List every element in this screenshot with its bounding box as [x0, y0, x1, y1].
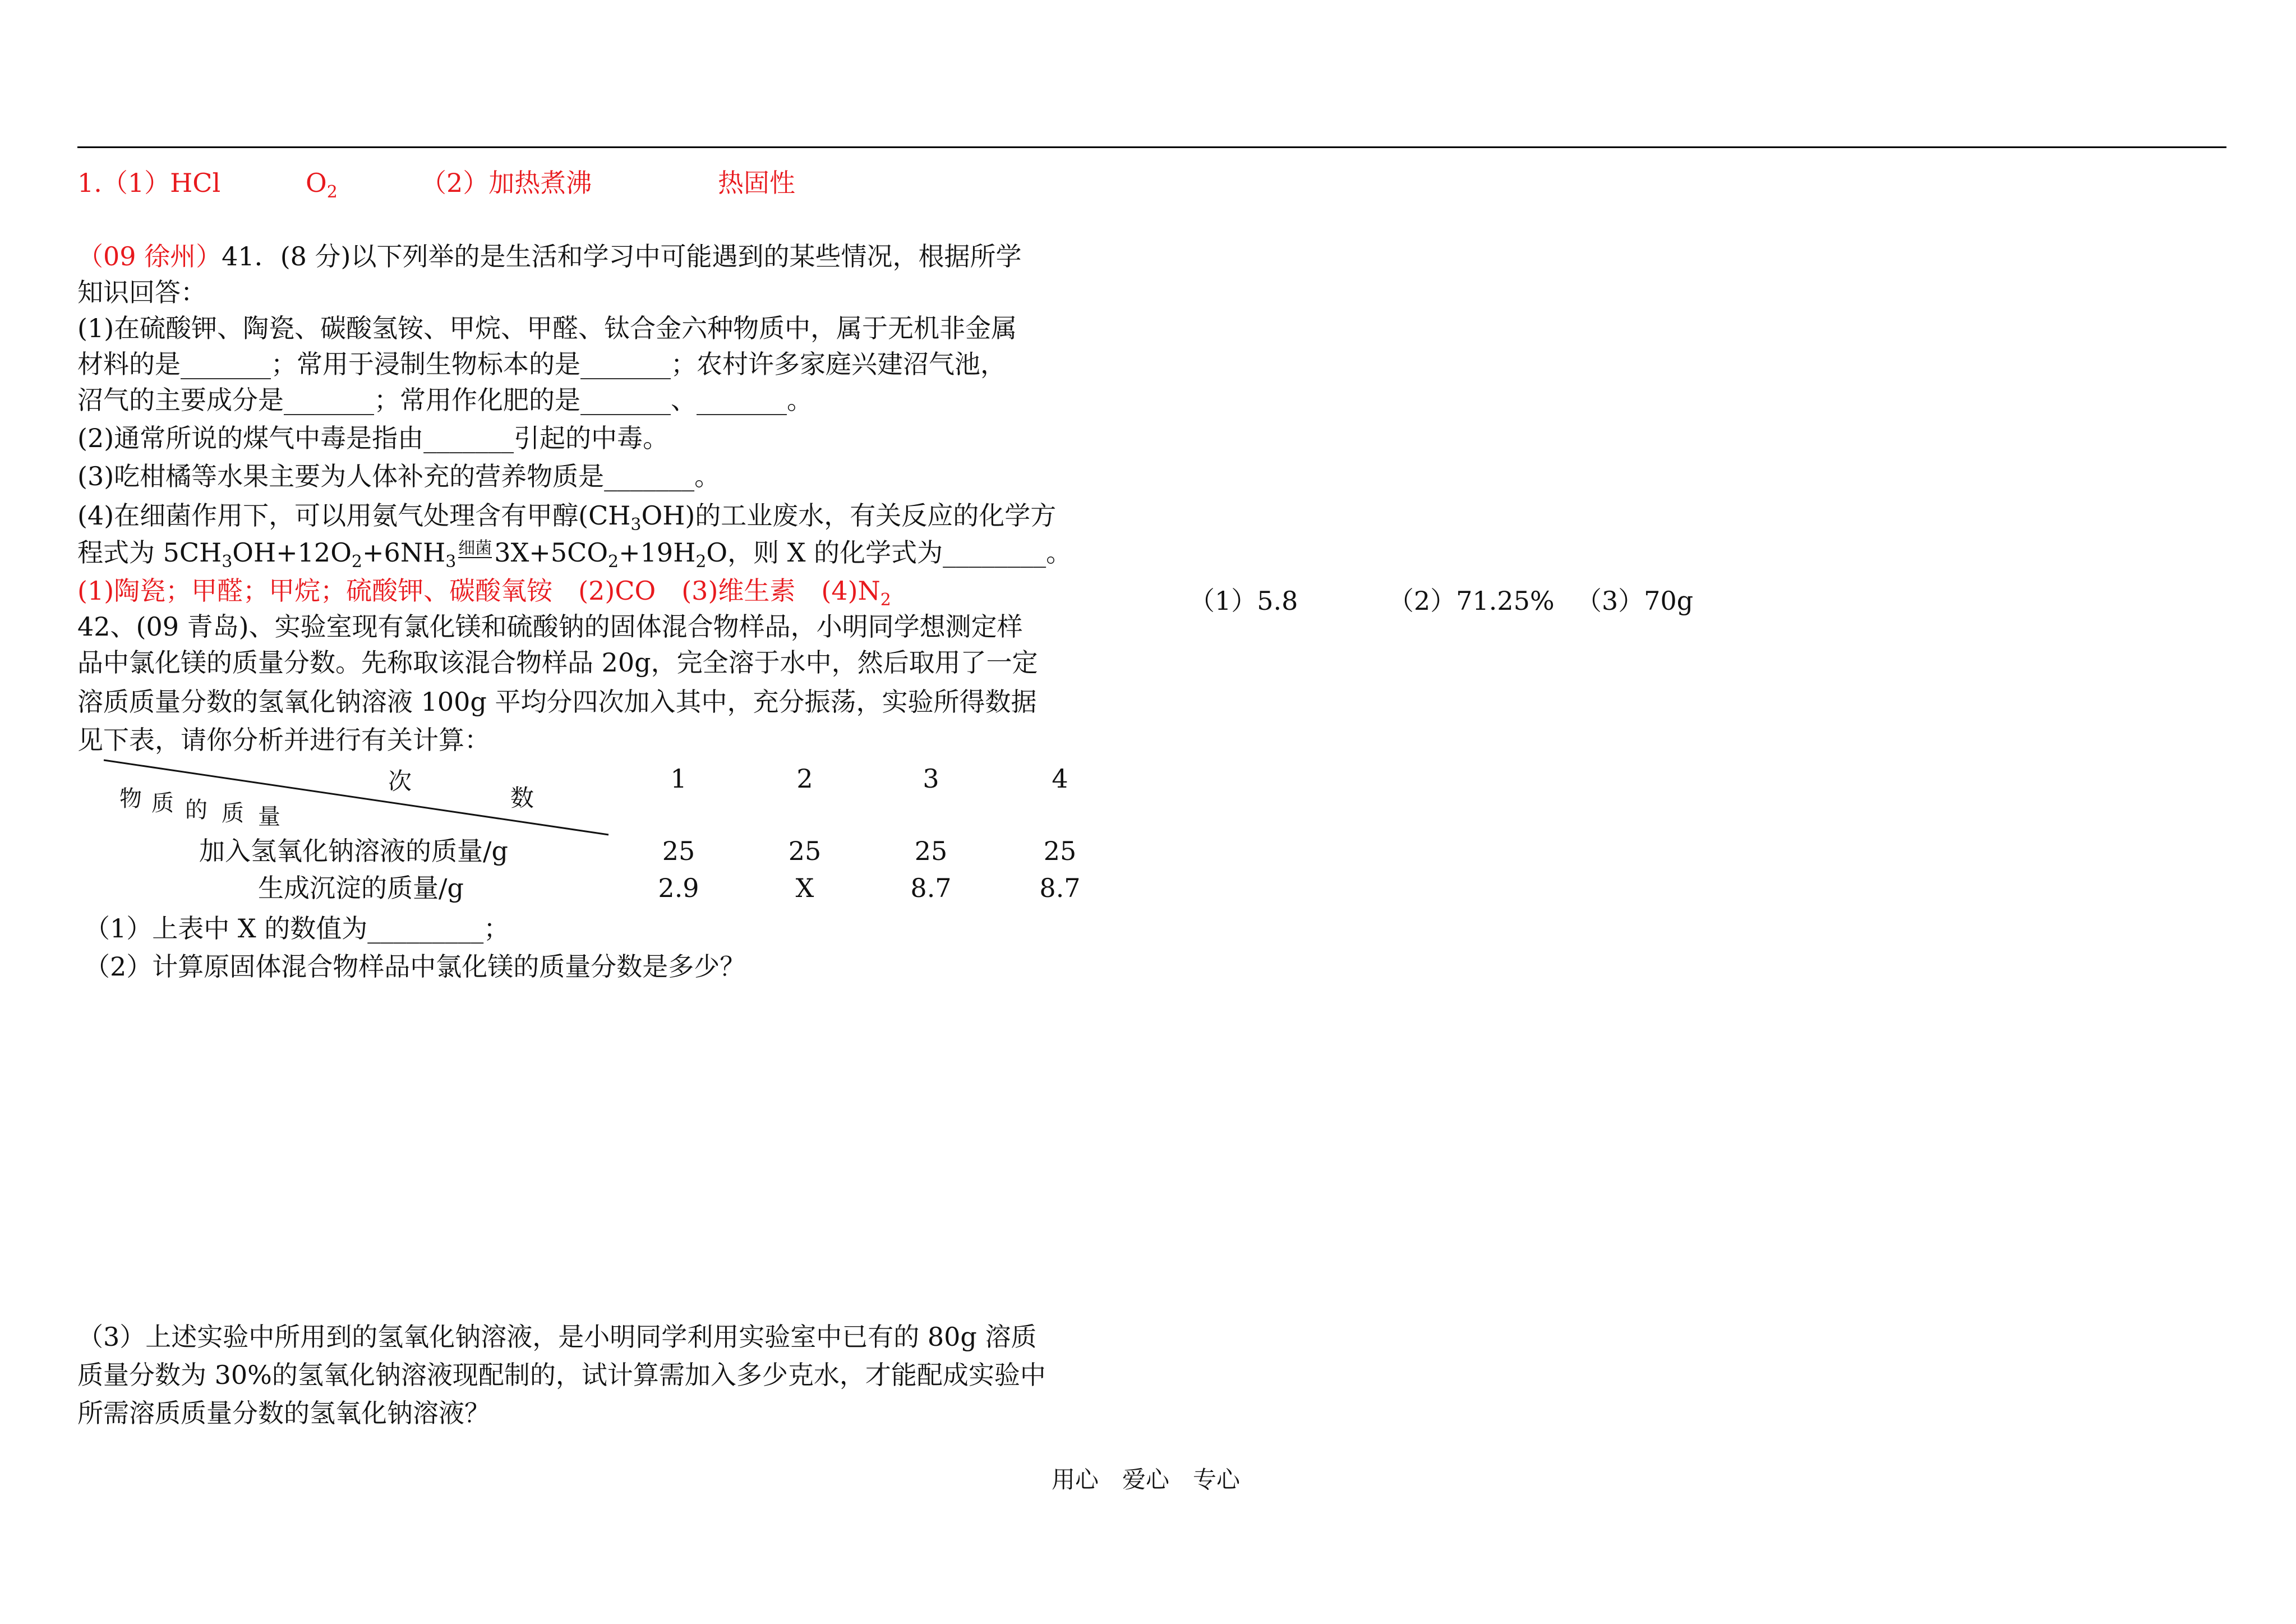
top-answer-1: 1.（1）HCl [77, 168, 221, 198]
q41-line-6: (2)通常所说的煤气中毒是指由_______引起的中毒。 [77, 423, 669, 453]
table-corner-top-b: 数 [510, 784, 534, 812]
table-row-label: 加入氢氧化钠溶液的质量/g [199, 836, 508, 866]
q41-line-1: （09 徐州）41．(8 分)以下列举的是生活和学习中可能遇到的某些情况，根据所学 [77, 241, 1022, 272]
q41-line-3: (1)在硫酸钾、陶瓷、碳酸氢铵、甲烷、甲醛、钛合金六种物质中，属于无机非金属 [77, 313, 1017, 343]
q42-sub-3-line-1: （3）上述实验中所用到的氢氧化钠溶液，是小明同学利用实验室中已有的 80g 溶质 [77, 1322, 1037, 1352]
table-row-label: 生成沉淀的质量/g [258, 873, 464, 903]
side-answer-3: （3）70g [1576, 586, 1694, 616]
reaction-condition: 细菌 [458, 539, 492, 558]
header-rule [77, 146, 2226, 148]
q41-line-5: 沼气的主要成分是_______；常用作化肥的是_______、_______。 [77, 385, 813, 415]
table-cell: X [795, 873, 814, 903]
q41-line-9: 程式为 $5CH_3OH+12O_2+6NH_3$细菌$3X+5CO_2+19H_2O$，则 X 的化学式为________。 [77, 537, 1072, 572]
table-cell: 2.9 [658, 873, 699, 903]
q42-line-1: 42、(09 青岛)、实验室现有氯化镁和硫酸钠的固体混合物样品，小明同学想测定样 [77, 611, 1023, 642]
side-answer-2: （2）71.25% [1388, 586, 1555, 616]
table-corner-bottom-4: 质 [222, 801, 244, 826]
q42-sub-3-line-2: 质量分数为 30%的氢氧化钠溶液现配制的，试计算需加入多少克水，才能配成实验中 [77, 1360, 1046, 1390]
top-answer-3: （2）加热煮沸 [421, 168, 592, 198]
side-answer-1: （1）5.8 [1189, 586, 1298, 616]
q41-line-4: 材料的是_______；常用于浸制生物标本的是_______；农村许多家庭兴建沼气池， [77, 349, 1006, 379]
q41-source: （09 徐州） [77, 241, 222, 272]
table-corner-bottom-2: 质 [151, 790, 174, 816]
q42-sub-1: （1）上表中 X 的数值为_________； [84, 913, 510, 944]
q42-sub-2: （2）计算原固体混合物样品中氯化镁的质量分数是多少？ [84, 951, 746, 982]
table-diagonal-line [101, 757, 617, 841]
top-answer-2: $O_2$ [306, 168, 338, 202]
table-header-3: 3 [923, 763, 939, 794]
table-header-4: 4 [1052, 763, 1068, 794]
table-corner-bottom-3: 的 [185, 797, 208, 823]
table-corner-top-a: 次 [388, 767, 412, 795]
table-cell: 8.7 [1039, 873, 1081, 903]
table-corner-bottom-5: 量 [258, 804, 280, 830]
table-cell: 25 [788, 836, 822, 866]
table-cell: 25 [1043, 836, 1077, 866]
q42-line-3: 溶质质量分数的氢氧化钠溶液 100g 平均分四次加入其中，充分振荡，实验所得数据 [77, 687, 1037, 717]
q42-line-4: 见下表，请你分析并进行有关计算： [77, 725, 490, 755]
q41-line-7: (3)吃柑橘等水果主要为人体补充的营养物质是_______。 [77, 461, 721, 491]
table-header-2: 2 [796, 763, 813, 794]
q41-line-8: (4)在细菌作用下，可以用氨气处理含有甲醇$(CH_3OH)$的工业废水，有关反应的化学方 [77, 500, 1057, 535]
q41-line-2: 知识回答： [77, 277, 206, 307]
q41-answer: (1)陶瓷；甲醛；甲烷；硫酸钾、碳酸氧铵 (2)CO (3)维生素 $(4)N_2$ [77, 576, 891, 610]
table-corner-bottom-1: 物 [119, 786, 142, 812]
table-header-1: 1 [670, 763, 687, 794]
table-cell: 25 [914, 836, 948, 866]
page-footer: 用心 爱心 专心 [1052, 1466, 1241, 1493]
top-answer-4: 热固性 [718, 168, 795, 198]
q42-sub-3-line-3: 所需溶质质量分数的氢氧化钠溶液？ [77, 1398, 490, 1428]
table-cell: 25 [662, 836, 695, 866]
q42-line-2: 品中氯化镁的质量分数。先称取该混合物样品 20g，完全溶于水中，然后取用了一定 [77, 647, 1038, 678]
table-cell: 8.7 [910, 873, 952, 903]
